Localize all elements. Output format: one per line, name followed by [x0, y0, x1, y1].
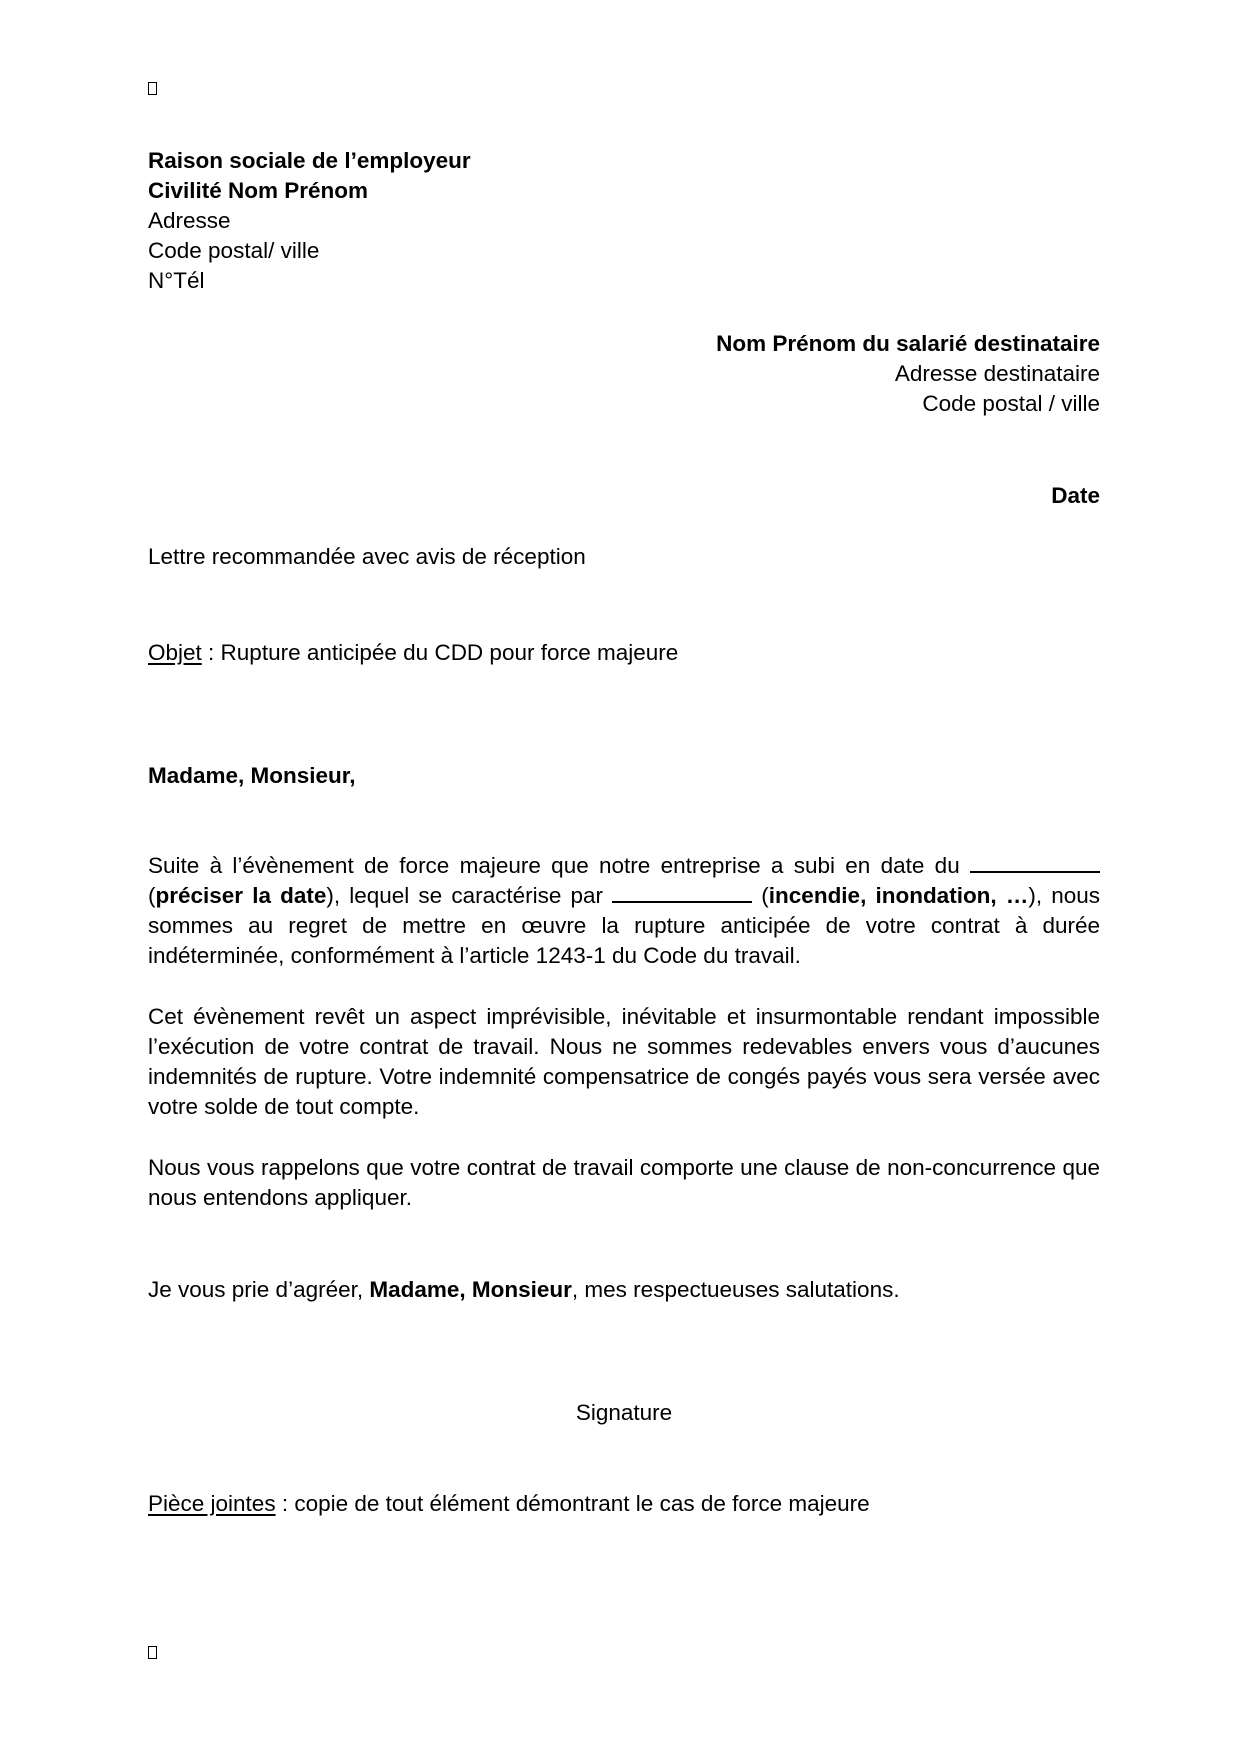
paragraph-3: Nous vous rappelons que votre contrat de travail comporte une clause de non-concurrence que nous entendons appliquer. [148, 1155, 1100, 1210]
closing-text-end: , mes respectueuses salutations. [571, 1277, 900, 1302]
date-blank-field [970, 851, 1100, 873]
sender-company: Raison sociale de l’employeur [148, 148, 471, 173]
recipient-name: Nom Prénom du salarié destinataire [716, 331, 1100, 356]
paragraph-1-text-e: ), nous sommes au regret de mettre en œuvre la rupture anticipée de votre contrat à durée indéterminée, conformément à l’article 1243-1 du Code du travail. [148, 883, 1100, 968]
paragraph-1-text-c: ), lequel se caractérise par [326, 883, 613, 908]
subject-label: Objet [148, 640, 202, 665]
sender-phone: N°Tél [148, 268, 205, 293]
header-placeholder-glyph [148, 82, 157, 95]
paragraph-1-text-d: ( [752, 883, 769, 908]
footer-placeholder-glyph [148, 1646, 157, 1659]
paragraph-2: Cet évènement revêt un aspect imprévisible, inévitable et insurmontable rendant impossible l’exécution de votre contrat de travail. Nous ne sommes redevables envers vous d’aucunes indemnités de rupture. Votre indemnité compensatrice de congés payés vous sera versée avec votre solde de tout compte. [148, 1004, 1100, 1119]
paragraph-1-text-a: Suite à l’évènement de force majeure que notre entreprise a subi en date du [148, 853, 970, 878]
paragraph-1 [148, 851, 1100, 971]
event-blank-field [612, 881, 752, 903]
recipient-block [148, 329, 1100, 419]
subject-text: Rupture anticipée du CDD pour force majeure [220, 640, 679, 665]
recipient-address: Adresse destinataire [894, 361, 1100, 386]
attachments-line [148, 1489, 1100, 1519]
attachments-separator: : [275, 1491, 295, 1516]
paragraph-1-text-b: ( [148, 883, 156, 908]
sender-name: Civilité Nom Prénom [148, 178, 369, 203]
subject-line [148, 638, 1100, 668]
sender-city: Code postal/ ville [148, 238, 320, 263]
subject-separator: : [201, 640, 221, 665]
date-hint: préciser la date [155, 883, 327, 908]
delivery-mode: Lettre recommandée avec avis de réception [148, 544, 586, 569]
date-label: Date [1051, 483, 1100, 508]
salutation: Madame, Monsieur, [148, 763, 356, 788]
closing-salutation: Madame, Monsieur [369, 1277, 572, 1302]
sender-address: Adresse [148, 208, 231, 233]
signature-label: Signature [575, 1400, 673, 1425]
closing-line [148, 1275, 1100, 1305]
attachments-text: copie de tout élément démontrant le cas de force majeure [294, 1491, 870, 1516]
event-hint: incendie, inondation, … [768, 883, 1029, 908]
recipient-city: Code postal / ville [922, 391, 1100, 416]
closing-text-start: Je vous prie d’agréer, [148, 1277, 370, 1302]
sender-block [148, 146, 1100, 296]
attachments-label: Pièce jointes [148, 1491, 276, 1516]
